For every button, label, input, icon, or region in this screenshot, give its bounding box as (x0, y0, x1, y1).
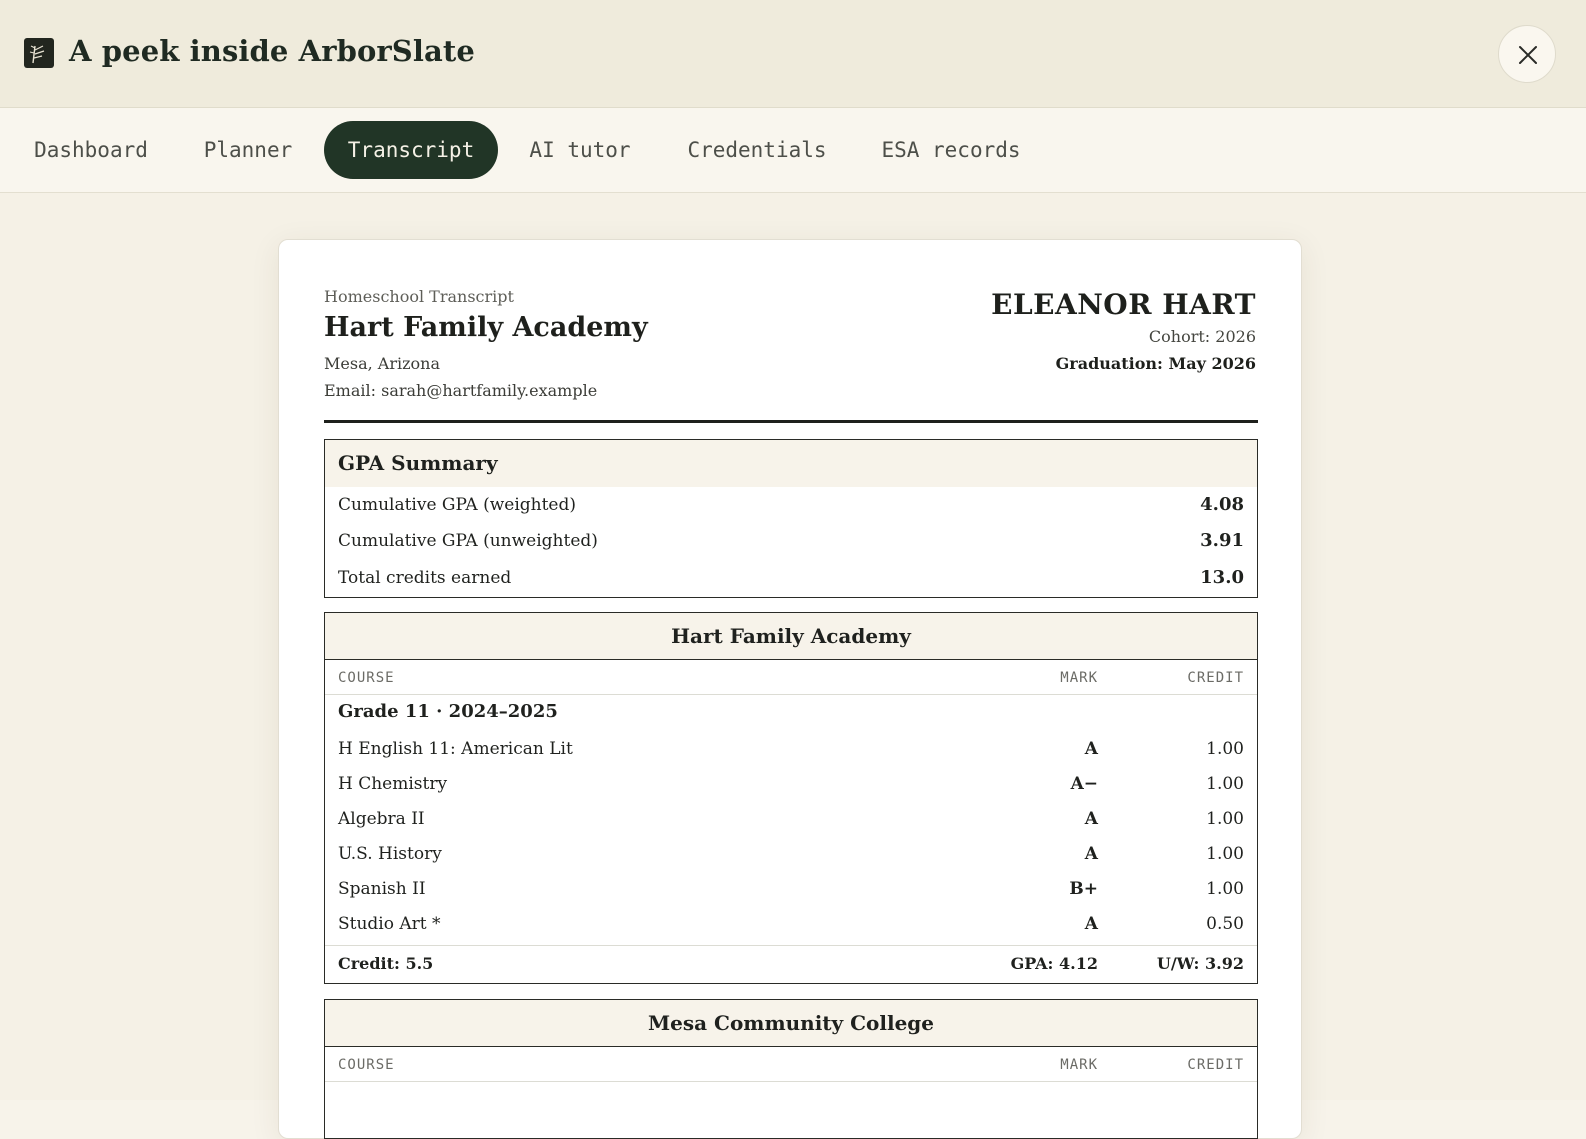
course-mark: A (1084, 739, 1098, 759)
column-credit: CREDIT (1187, 670, 1244, 686)
course-mark: A (1084, 914, 1098, 934)
tab-dashboard[interactable]: Dashboard (34, 138, 148, 162)
gpa-value: 4.08 (1200, 494, 1244, 515)
course-mark: A (1084, 809, 1098, 829)
gpa-label: Total credits earned (338, 568, 512, 588)
course-credit: 1.00 (1206, 844, 1244, 864)
table-row (325, 872, 1257, 907)
grade-year-heading: Grade 11 · 2024–2025 (338, 701, 558, 722)
gpa-value: 3.91 (1200, 530, 1244, 551)
course-credit: 1.00 (1206, 739, 1244, 759)
table-row (325, 837, 1257, 872)
student-cohort: Cohort: 2026 (1148, 327, 1256, 346)
column-course: COURSE (338, 670, 395, 686)
summary-gpa: GPA: 4.12 (1010, 954, 1098, 973)
gpa-label: Cumulative GPA (unweighted) (338, 531, 598, 551)
course-name: Algebra II (338, 809, 425, 829)
course-mark: A− (1070, 774, 1098, 794)
gpa-summary-title: GPA Summary (325, 440, 1257, 487)
gpa-value: 13.0 (1200, 567, 1244, 588)
tab-credentials[interactable]: Credentials (687, 138, 827, 162)
main-content (0, 193, 1586, 1100)
table-row (325, 802, 1257, 837)
gpa-label: Cumulative GPA (weighted) (338, 495, 576, 515)
section-summary (325, 945, 1257, 982)
column-headers (325, 661, 1257, 695)
tab-transcript[interactable]: Transcript (324, 121, 498, 179)
column-mark: MARK (1060, 670, 1098, 686)
course-mark: A (1084, 844, 1098, 864)
course-name: Spanish II (338, 879, 426, 899)
student-name: ELEANOR HART (991, 288, 1256, 321)
course-name: H English 11: American Lit (338, 739, 573, 759)
table-row (325, 767, 1257, 802)
course-credit: 1.00 (1206, 879, 1244, 899)
app-title: A peek inside ArborSlate (69, 34, 475, 68)
table-row (325, 907, 1257, 942)
course-credit: 0.50 (1206, 914, 1244, 934)
school-email: Email: sarah@hartfamily.example (324, 381, 598, 400)
tab-ai-tutor[interactable]: AI tutor (529, 138, 631, 162)
section-hart-family-academy (324, 612, 1258, 984)
close-icon (1516, 43, 1540, 67)
course-mark: B+ (1069, 879, 1098, 899)
tab-esa-records[interactable]: ESA records (881, 138, 1021, 162)
gpa-row-weighted (325, 487, 1257, 523)
gpa-row-credits (325, 560, 1257, 596)
column-mark: MARK (1060, 1057, 1098, 1073)
section-mesa-community-college (324, 999, 1258, 1139)
course-credit: 1.00 (1206, 774, 1244, 794)
school-location: Mesa, Arizona (324, 354, 440, 373)
title-bar (0, 0, 1586, 108)
summary-credit: Credit: 5.5 (338, 954, 434, 973)
gpa-summary (324, 439, 1258, 598)
tab-bar (0, 108, 1586, 193)
gpa-row-unweighted (325, 523, 1257, 559)
tab-planner[interactable]: Planner (203, 138, 293, 162)
course-credit: 1.00 (1206, 809, 1244, 829)
course-name: H Chemistry (338, 774, 448, 794)
transcript-document (278, 239, 1302, 1139)
summary-unweighted: U/W: 3.92 (1156, 954, 1244, 973)
header-divider (324, 420, 1258, 423)
column-headers (325, 1048, 1257, 1082)
table-row (325, 732, 1257, 767)
column-credit: CREDIT (1187, 1057, 1244, 1073)
course-name: U.S. History (338, 844, 442, 864)
section-title: Mesa Community College (325, 1000, 1257, 1047)
column-course: COURSE (338, 1057, 395, 1073)
arborslate-logo-icon (24, 38, 54, 68)
close-button[interactable] (1498, 25, 1556, 83)
school-name: Hart Family Academy (324, 312, 648, 343)
student-graduation: Graduation: May 2026 (1055, 354, 1256, 373)
section-title: Hart Family Academy (325, 613, 1257, 660)
transcript-kicker: Homeschool Transcript (324, 287, 514, 306)
course-name: Studio Art * (338, 914, 441, 934)
